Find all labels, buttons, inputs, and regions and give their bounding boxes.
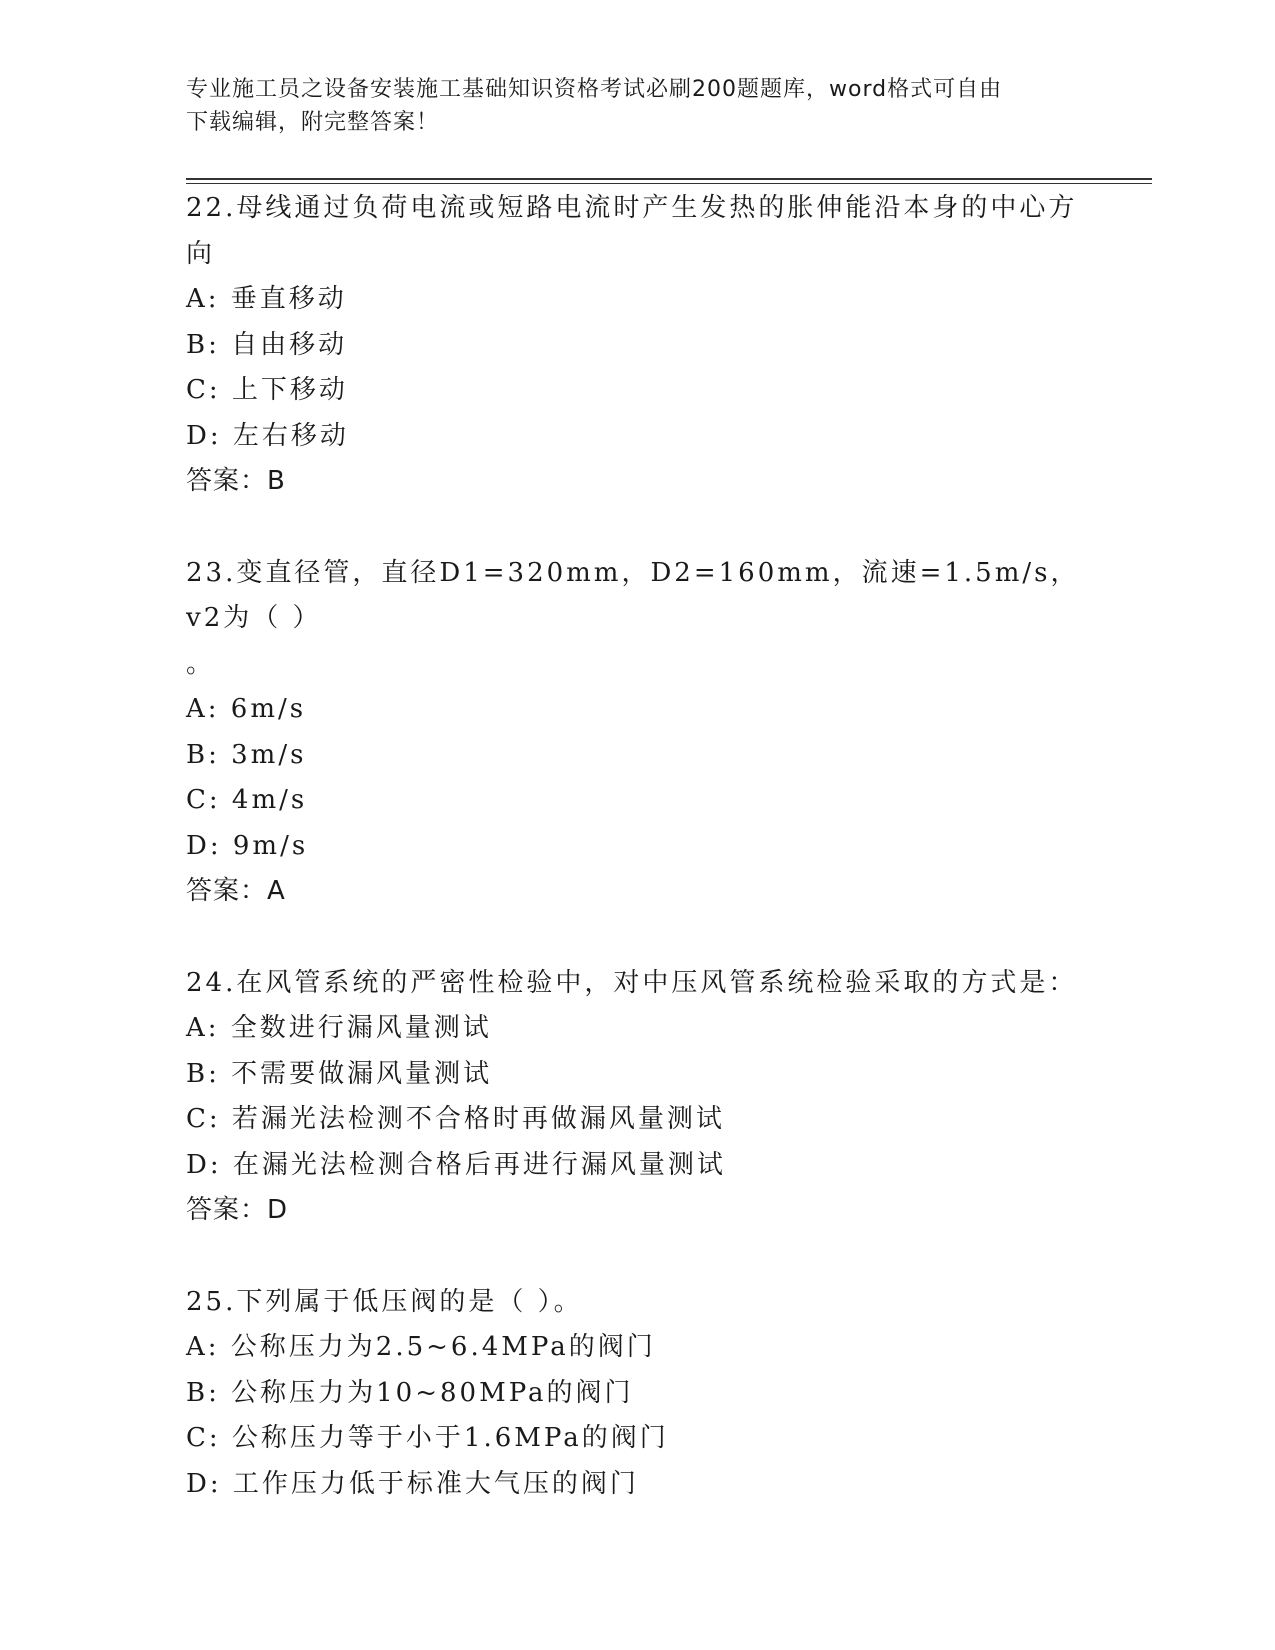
question-25: [186, 1280, 1086, 1508]
question-23: [186, 551, 1086, 915]
option-c: C: 上下移动: [186, 375, 348, 405]
header-title-line-1: 专业施工员之设备安装施工基础知识资格考试必刷200题题库，word格式可自由: [186, 77, 1003, 102]
header-divider-thin: [186, 183, 1152, 184]
answer-line: 答案：B: [186, 466, 286, 496]
option-b: B: 自由移动: [186, 329, 348, 360]
option-a: A: 全数进行漏风量测试: [186, 1013, 492, 1043]
option-b: B: 公称压力为10~80MPa的阀门: [186, 1377, 634, 1408]
option-c: C: 公称压力等于小于1.6MPa的阀门: [186, 1423, 669, 1453]
header-divider-thick: [186, 178, 1152, 180]
option-d: D: 9m/s: [186, 830, 309, 861]
question-stem: 24.在风管系统的严密性检验中，对中压风管系统检验采取的方式是：: [186, 967, 1078, 998]
option-d: D: 工作压力低于标准大气压的阀门: [186, 1468, 639, 1499]
question-list: [186, 186, 1086, 1507]
question-stem: 23.变直径管，直径D1=320mm，D2=160mm，流速=1.5m/s，v2为（ ）: [186, 557, 1080, 633]
option-c: C: 4m/s: [186, 785, 308, 815]
option-a: A: 公称压力为2.5~6.4MPa的阀门: [186, 1332, 656, 1362]
option-d: D: 左右移动: [186, 420, 349, 451]
option-b: B: 不需要做漏风量测试: [186, 1058, 493, 1089]
question-spacer: [186, 1234, 1086, 1280]
question-stem-continued: 向: [186, 238, 216, 269]
question-spacer: [186, 915, 1086, 961]
option-a: A: 垂直移动: [186, 284, 347, 314]
question-24: [186, 961, 1086, 1234]
option-d: D: 在漏光法检测合格后再进行漏风量测试: [186, 1149, 726, 1180]
option-b: B: 3m/s: [186, 739, 307, 770]
question-stem-continued: 。: [186, 648, 216, 679]
answer-line: 答案：A: [186, 876, 286, 906]
option-c: C: 若漏光法检测不合格时再做漏风量测试: [186, 1104, 725, 1134]
question-22: [186, 186, 1086, 505]
document-header: [186, 73, 1086, 139]
option-a: A: 6m/s: [186, 694, 307, 724]
question-spacer: [186, 505, 1086, 551]
answer-line: 答案：D: [186, 1195, 289, 1225]
header-title-line-2: 下载编辑，附完整答案！: [186, 110, 440, 135]
question-stem: 22.母线通过负荷电流或短路电流时产生发热的胀伸能沿本身的中心方: [186, 193, 1078, 223]
question-stem: 25.下列属于低压阀的是（ ）。: [186, 1286, 583, 1317]
